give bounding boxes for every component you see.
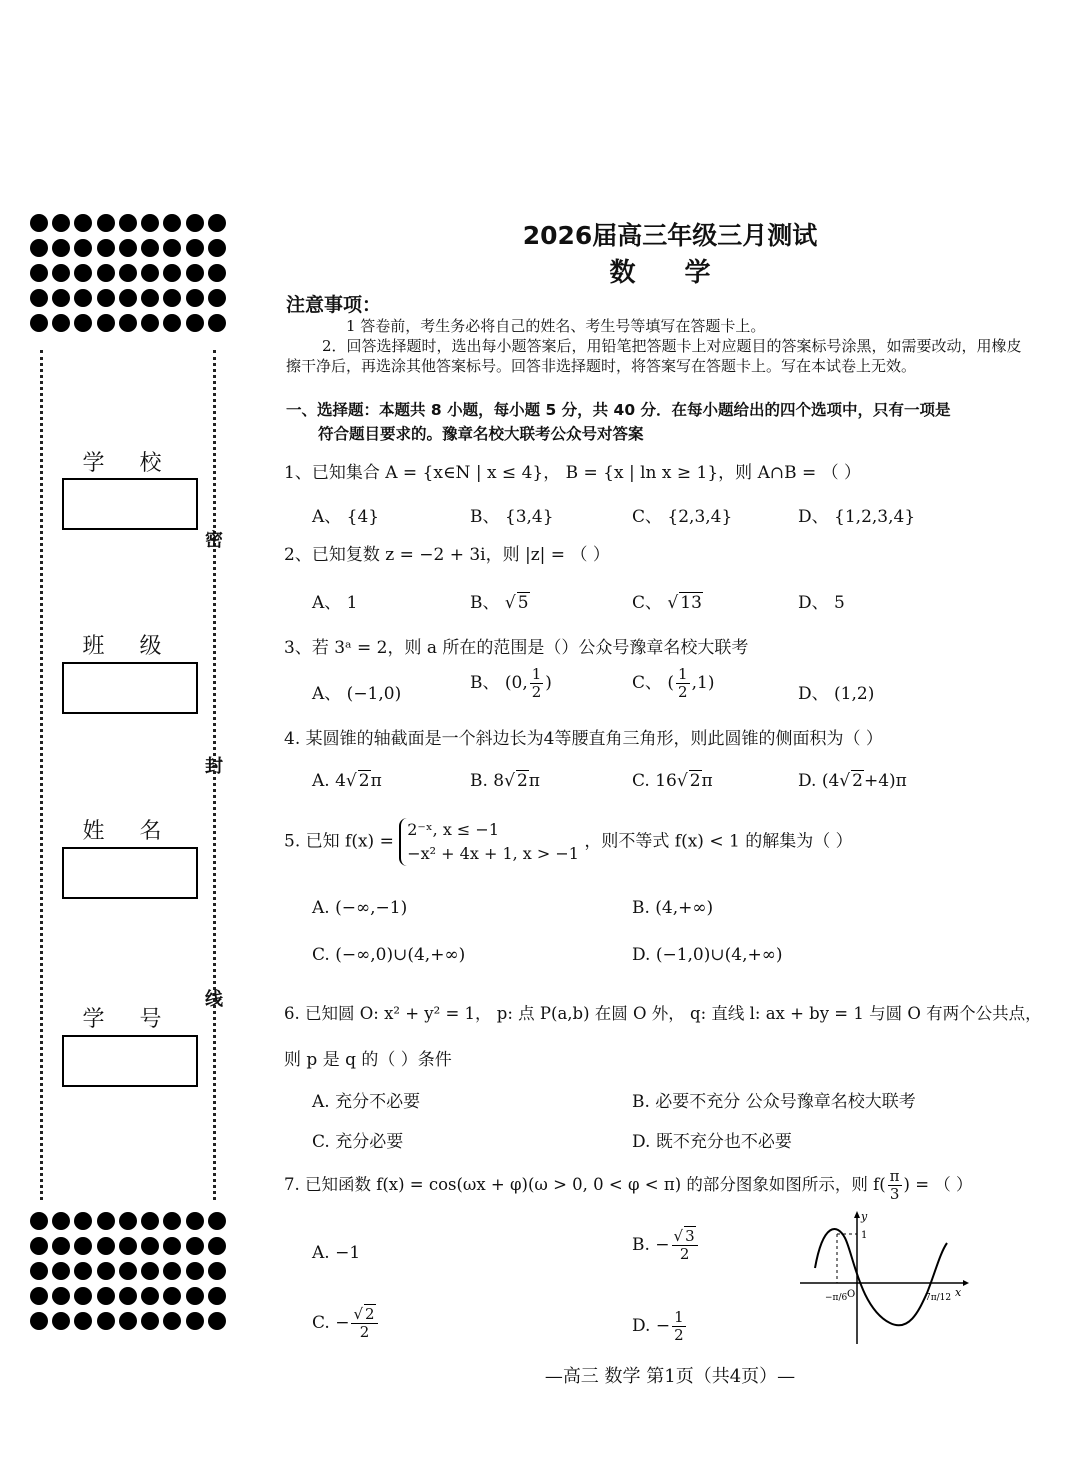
graph-x-label: x bbox=[955, 1286, 962, 1299]
q6-option-b: B. 必要不充分 公众号豫章名校大联考 bbox=[632, 1092, 916, 1112]
q7-option-b-radicand: 3 bbox=[685, 1227, 695, 1245]
q4-option-c-prefix: C. 16√ bbox=[632, 771, 688, 791]
q7-stem bbox=[284, 1168, 973, 1203]
q5-stem bbox=[284, 818, 853, 866]
q4-option-b-radicand: 2 bbox=[516, 771, 528, 791]
q3-option-b-denominator: 2 bbox=[531, 683, 542, 701]
q4-option-d-prefix: D. (4√ bbox=[798, 771, 851, 791]
q3-option-b bbox=[470, 666, 552, 701]
q7-option-c bbox=[312, 1306, 380, 1341]
q7-option-d-prefix: D. − bbox=[632, 1316, 671, 1336]
q7-option-d-numerator: 1 bbox=[674, 1308, 684, 1326]
q2-option-c-prefix: C、 √ bbox=[632, 593, 679, 613]
q6-stem-line1: 6. 已知圆 O: x² + y² = 1， p: 点 P(a,b) 在圆 O 外， q: 直线 l: ax + by = 1 与圆 O 有两个公共点， bbox=[284, 1004, 1042, 1023]
student-id-label: 学 号 bbox=[82, 1007, 176, 1032]
q4-option-c-suffix: π bbox=[701, 771, 713, 791]
q7-option-b bbox=[632, 1228, 700, 1263]
seal-char-xian: 线 bbox=[205, 989, 223, 1010]
q5-option-d: D. (−1,0)∪(4,+∞) bbox=[632, 945, 783, 965]
seal-char-mi: 密 bbox=[205, 530, 223, 551]
q7-option-b-numerator: √ 3 bbox=[672, 1228, 698, 1246]
q2-option-b bbox=[470, 588, 530, 613]
dot-band-bottom bbox=[30, 1212, 230, 1330]
q5-stem-prefix: 5. 已知 f(x) = bbox=[284, 831, 394, 852]
graph-one-label: 1 bbox=[861, 1230, 868, 1241]
q3-option-d: D、 (1,2) bbox=[798, 684, 875, 704]
school-field[interactable] bbox=[62, 478, 198, 530]
q3-stem: 3、若 3ᵃ = 2，则 a 所在的范围是（）公众号豫章名校大联考 bbox=[284, 638, 749, 658]
q5-case-1: 2⁻ˣ, x ≤ −1 bbox=[407, 820, 499, 839]
q1-option-a: A、 {4} bbox=[312, 507, 380, 527]
graph-left-tick: −π/6 bbox=[825, 1293, 848, 1303]
q2-option-c-radicand: 13 bbox=[680, 593, 702, 613]
graph-right-tick: 7π/12 bbox=[925, 1293, 952, 1303]
q7-arg-fraction bbox=[888, 1168, 902, 1203]
q7-arg-denominator: 3 bbox=[889, 1185, 900, 1203]
q4-option-d-radicand: 2 bbox=[852, 771, 863, 791]
q7-option-c-denominator: 2 bbox=[359, 1323, 370, 1341]
q7-option-a: A. −1 bbox=[312, 1243, 361, 1263]
exam-subject: 数 学 bbox=[609, 258, 731, 288]
q7-option-b-prefix: B. − bbox=[632, 1235, 670, 1255]
q4-option-a bbox=[312, 771, 382, 791]
q4-option-c bbox=[632, 771, 713, 791]
graph-y-label: y bbox=[861, 1210, 868, 1223]
binding-line-left bbox=[40, 350, 43, 1200]
note-item-2: 2．回答选择题时，选出每小题答案后，用铅笔把答题卡上对应题目的答案标号涂黑，如需要改动，用橡皮擦干净后，再选涂其他答案标号。回答非选择题时，将答案写在答题卡上。写在本试卷上无效。 bbox=[286, 337, 1022, 375]
q7-cosine-graph bbox=[795, 1208, 970, 1348]
q3-option-c-prefix: C、 ( bbox=[632, 673, 675, 693]
q4-option-c-radicand: 2 bbox=[689, 771, 701, 791]
q4-option-a-suffix: π bbox=[370, 771, 382, 791]
q7-option-c-fraction bbox=[351, 1306, 377, 1341]
q3-option-c bbox=[632, 666, 714, 701]
seal-char-feng: 封 bbox=[205, 756, 223, 777]
q7-option-b-fraction bbox=[672, 1228, 698, 1263]
name-field[interactable] bbox=[62, 847, 198, 899]
graph-curve bbox=[815, 1229, 947, 1325]
q3-option-a: A、 (−1,0) bbox=[312, 684, 402, 704]
q5-option-c: C. (−∞,0)∪(4,+∞) bbox=[312, 945, 466, 965]
q4-option-d bbox=[798, 771, 907, 791]
student-id-field[interactable] bbox=[62, 1035, 198, 1087]
q3-option-b-fraction bbox=[530, 666, 544, 701]
q4-option-a-radicand: 2 bbox=[358, 771, 370, 791]
page-footer: —高三 数学 第1页（共4页）— bbox=[544, 1366, 796, 1387]
q5-case-2: −x² + 4x + 1, x > −1 bbox=[407, 844, 579, 863]
q1-stem: 1、已知集合 A = {x∈N | x ≤ 4}， B = {x | ln x ≥ 1}，则 A∩B = （ ） bbox=[284, 463, 862, 483]
q3-option-c-numerator: 1 bbox=[678, 665, 688, 683]
q7-option-c-prefix: C. − bbox=[312, 1313, 350, 1333]
school-label: 学 校 bbox=[82, 451, 176, 476]
q7-option-d-fraction bbox=[672, 1309, 686, 1344]
q3-option-b-suffix: ) bbox=[545, 673, 552, 693]
q2-option-b-prefix: B、 √ bbox=[470, 593, 516, 613]
q7-stem-prefix: 7. 已知函数 f(x) = cos(ωx + φ)(ω > 0, 0 < φ < π) 的部分图象如图所示，则 f( bbox=[284, 1175, 886, 1194]
q4-option-b-suffix: π bbox=[528, 771, 540, 791]
graph-origin-label: O bbox=[847, 1289, 856, 1300]
q1-option-d: D、 {1,2,3,4} bbox=[798, 507, 916, 527]
q2-option-c bbox=[632, 588, 703, 613]
q7-stem-suffix: ) = （ ） bbox=[903, 1175, 973, 1194]
q5-stem-suffix: ，则不等式 f(x) < 1 的解集为（ ） bbox=[584, 831, 853, 852]
graph-y-arrow bbox=[854, 1211, 860, 1218]
dot-band-top bbox=[30, 214, 230, 332]
q5-piecewise bbox=[399, 818, 579, 866]
q3-option-c-fraction bbox=[676, 666, 690, 701]
graph-x-arrow bbox=[963, 1280, 969, 1286]
q7-arg-numerator: π bbox=[889, 1167, 900, 1185]
q2-option-d: D、 5 bbox=[798, 593, 845, 613]
q7-option-b-denominator: 2 bbox=[679, 1245, 690, 1263]
class-field[interactable] bbox=[62, 662, 198, 714]
q2-option-b-radicand: 5 bbox=[517, 593, 529, 613]
q4-option-d-suffix: +4)π bbox=[863, 771, 907, 791]
q4-option-b bbox=[470, 771, 540, 791]
q1-option-b: B、 {3,4} bbox=[470, 507, 554, 527]
q7-option-d bbox=[632, 1309, 688, 1344]
q3-option-b-numerator: 1 bbox=[531, 665, 542, 683]
q1-option-c: C、 {2,3,4} bbox=[632, 507, 733, 527]
name-label: 姓 名 bbox=[82, 819, 176, 844]
q3-option-c-denominator: 2 bbox=[678, 683, 688, 701]
q3-option-c-suffix: ,1) bbox=[691, 673, 715, 693]
q6-option-a: A. 充分不必要 bbox=[312, 1092, 421, 1112]
notes-heading: 注意事项： bbox=[286, 294, 382, 316]
section1-line1: 一、选择题：本题共 8 小题，每小题 5 分，共 40 分．在每小题给出的四个选项中，只有一项是 bbox=[286, 401, 951, 419]
q3-option-b-prefix: B、 (0, bbox=[470, 673, 528, 693]
q7-option-c-radicand: 2 bbox=[365, 1305, 375, 1323]
q6-stem-line2: 则 p 是 q 的（ ）条件 bbox=[284, 1050, 452, 1070]
q2-stem: 2、已知复数 z = −2 + 3i，则 |z| = （ ） bbox=[284, 545, 610, 565]
class-label: 班 级 bbox=[82, 634, 176, 659]
q4-option-a-prefix: A. 4√ bbox=[312, 771, 357, 791]
section1-line2: 符合题目要求的。豫章名校大联考公众号对答案 bbox=[318, 425, 644, 443]
q6-option-c: C. 充分必要 bbox=[312, 1132, 404, 1152]
q4-stem: 4. 某圆锥的轴截面是一个斜边长为4等腰直角三角形，则此圆锥的侧面积为（ ） bbox=[284, 729, 883, 749]
q5-option-b: B. (4,+∞) bbox=[632, 898, 714, 918]
q4-option-b-prefix: B. 8√ bbox=[470, 771, 515, 791]
exam-title: 2026届高三年级三月测试 bbox=[522, 221, 818, 250]
q6-option-d: D. 既不充分也不必要 bbox=[632, 1132, 792, 1152]
q5-option-a: A. (−∞,−1) bbox=[312, 898, 408, 918]
q2-option-a: A、 1 bbox=[312, 593, 358, 613]
q7-option-d-denominator: 2 bbox=[674, 1326, 684, 1344]
q7-option-c-numerator: √ 2 bbox=[351, 1306, 377, 1324]
note-item-1: 1 答卷前，考生务必将自己的姓名、考生号等填写在答题卡上。 bbox=[346, 317, 766, 335]
